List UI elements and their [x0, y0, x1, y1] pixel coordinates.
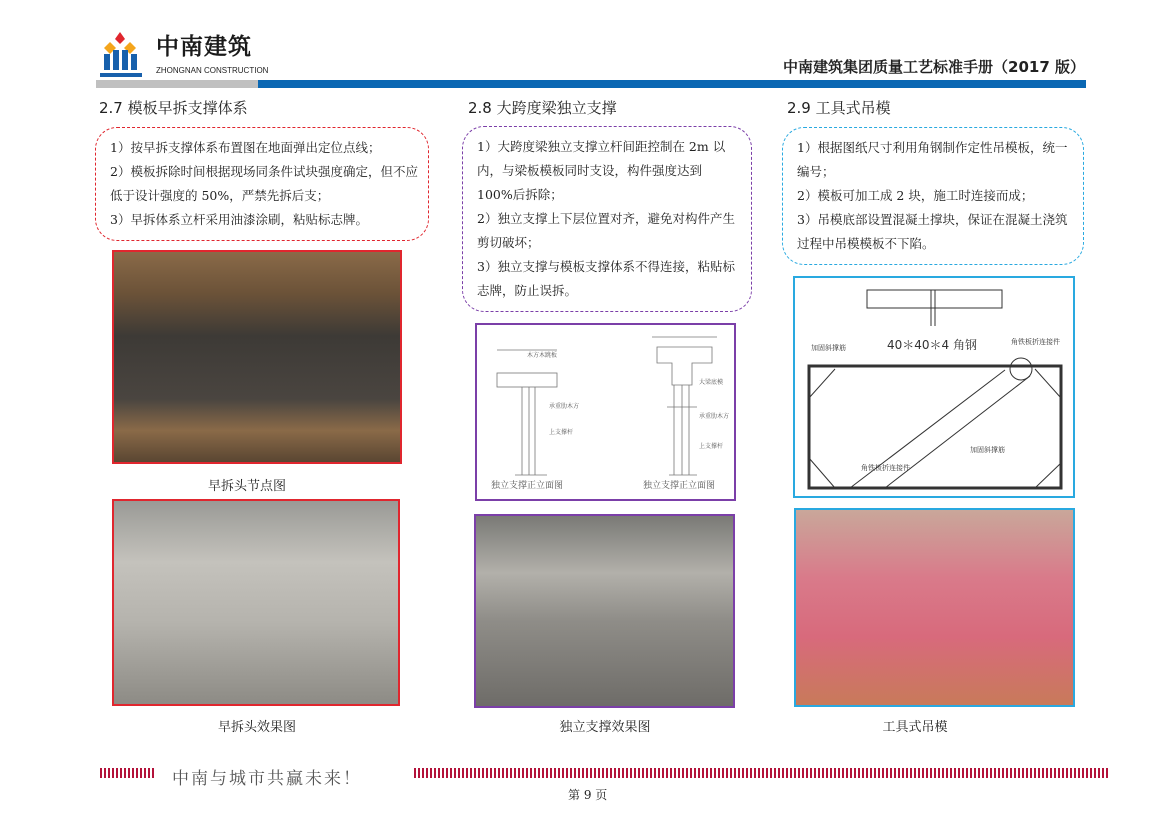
- diagram-label: 40＊40＊4 角钢: [887, 338, 977, 352]
- caption: 早拆头节点图: [207, 479, 286, 494]
- diagram-label: 加固斜撑筋: [811, 344, 846, 352]
- notes-box-2-8: [462, 126, 752, 312]
- diagram-label: 木方木跳板: [527, 352, 558, 359]
- caption: 早拆头效果图: [217, 720, 296, 735]
- tool-type-hanging-form-diagram: [793, 276, 1075, 498]
- note-item: 2）模板拆除时间根据现场同条件试块强度确定，但不应低于设计强度的 50%，严禁先拆后支；: [110, 164, 418, 203]
- header-bar-gray: [96, 80, 258, 88]
- diagram-caption: 独立支撑正立面图: [643, 481, 716, 491]
- footer-bars-left: [100, 768, 155, 778]
- logo-en: ZHONGNAN CONSTRUCTION: [156, 66, 269, 75]
- notes-box-2-7: [95, 127, 429, 241]
- caption: 工具式吊模: [882, 720, 948, 735]
- document-title: 中南建筑集团质量工艺标准手册（2017 版）: [783, 58, 1085, 76]
- early-strip-node-photo: [112, 250, 402, 464]
- note-item: 1）按早拆支撑体系布置图在地面弹出定位点线；: [110, 140, 381, 155]
- header-bar-blue: [258, 80, 1086, 88]
- diagram-label: 承重肋木方: [549, 403, 580, 410]
- diagram-label: 角铁板折连接件: [1011, 338, 1060, 346]
- tool-type-hanging-form-photo: [794, 508, 1075, 707]
- diagram-label: 角铁板折连接件: [861, 464, 910, 472]
- note-item: 3）吊模底部设置混凝土撑块，保证在混凝土浇筑过程中吊模模板不下陷。: [797, 212, 1068, 251]
- diagram-label: 上支撑杆: [699, 443, 724, 450]
- independent-support-diagram: [475, 323, 736, 501]
- page-number: 第 9 页: [568, 788, 608, 802]
- section-title-2-9: 2.9 工具式吊模: [787, 99, 891, 117]
- logo-mark-icon: [100, 32, 150, 78]
- footer-slogan: 中南与城市共赢未来！: [172, 769, 362, 789]
- note-item: 1）大跨度梁独立支撑立杆间距控制在 2m 以内，与梁板模板同时支设，构件强度达到 100%后拆除；: [477, 139, 726, 202]
- early-strip-effect-photo: [112, 499, 400, 706]
- caption: 独立支撑效果图: [559, 720, 651, 735]
- section-title-2-7: 2.7 模板早拆支撑体系: [99, 99, 248, 117]
- independent-support-photo: [474, 514, 735, 708]
- note-item: 3）独立支撑与模板支撑体系不得连接，粘贴标志牌，防止误拆。: [477, 259, 735, 298]
- note-item: 1）根据图纸尺寸利用角钢制作定性吊模板，统一编号；: [797, 140, 1068, 179]
- hanging-form-drawing: [795, 278, 1073, 496]
- note-item: 3）早拆体系立杆采用油漆涂刷，粘贴标志牌。: [110, 212, 368, 227]
- logo-cn: 中南建筑: [156, 34, 252, 60]
- diagram-label: 大梁底模: [699, 379, 724, 386]
- logo: [100, 32, 269, 78]
- note-item: 2）独立支撑上下层位置对齐，避免对构件产生剪切破坏；: [477, 211, 735, 250]
- notes-box-2-9: [782, 127, 1084, 265]
- diagram-label: 加固斜撑筋: [970, 446, 1005, 454]
- diagram-label: 承重肋木方: [699, 413, 730, 420]
- support-elevation-drawing: [477, 325, 734, 499]
- section-title-2-8: 2.8 大跨度梁独立支撑: [468, 99, 617, 117]
- footer-bars-right: [414, 768, 1108, 778]
- diagram-label: 上支撑杆: [549, 429, 574, 436]
- note-item: 2）模板可加工成 2 块，施工时连接而成；: [797, 188, 1034, 203]
- diagram-caption: 独立支撑正立面图: [491, 481, 564, 491]
